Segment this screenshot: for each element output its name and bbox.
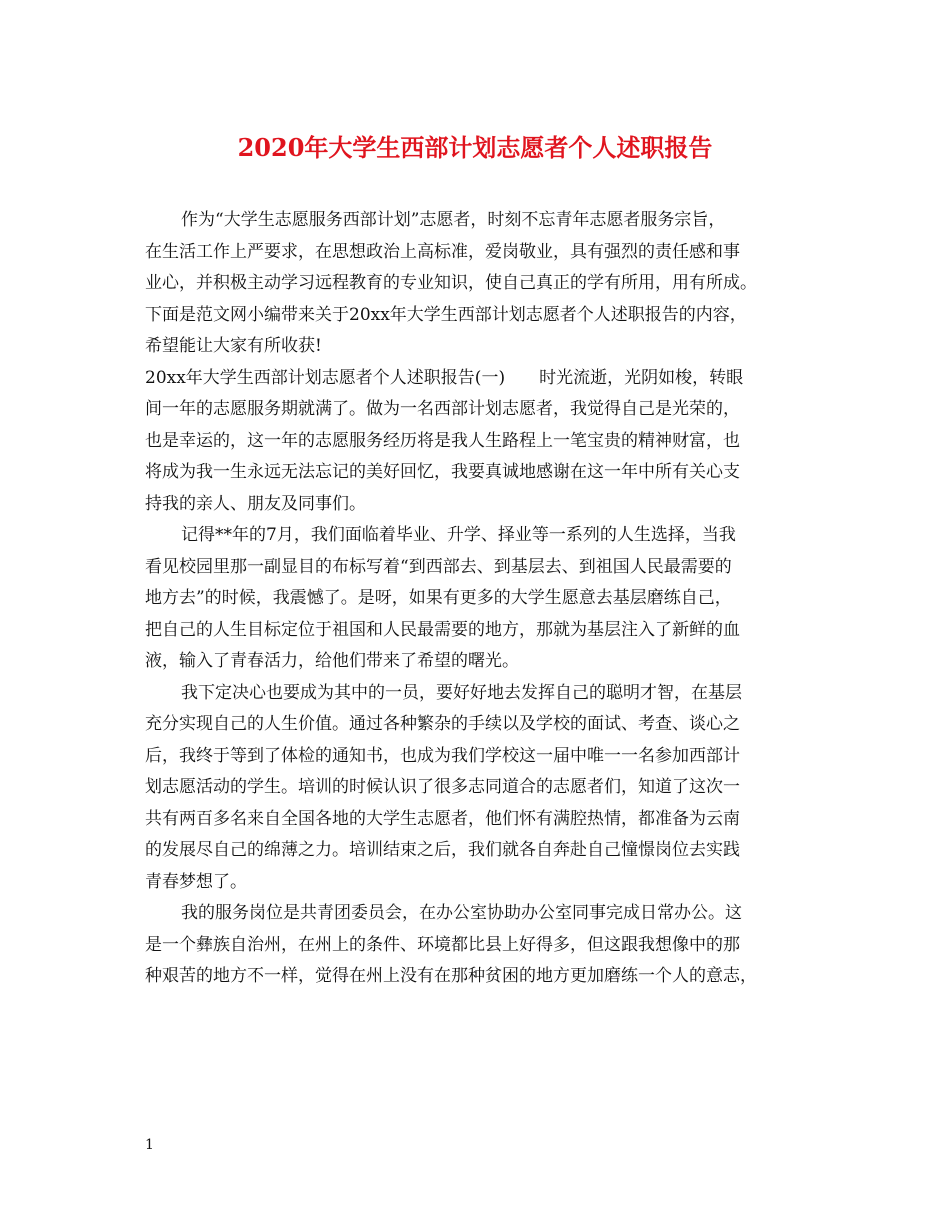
text-line: 划志愿活动的学生。培训的时候认识了很多志同道合的志愿者们，知道了这次一: [145, 777, 740, 797]
text-line: 我的服务岗位是共青团委员会，在办公室协助办公室同事完成日常办公。这: [181, 903, 742, 923]
text-line: 我下定决心也要成为其中的一员，要好好地去发挥自己的聪明才智，在基层: [181, 682, 742, 703]
text-line: 希望能让大家有所收获!: [145, 336, 322, 356]
text-line: 作为“大学生志愿服务西部计划”志愿者，时刻不忘青年志愿者服务宗旨，: [181, 210, 726, 230]
text-line: 间一年的志愿服务期就满了。做为一名西部计划志愿者，我觉得自己是光荣的，: [145, 399, 740, 419]
text-line: 液，输入了青春活力，给他们带来了希望的曙光。: [145, 651, 519, 671]
text-line: 后，我终于等到了体检的通知书，也成为我们学校这一届中唯一一名参加西部计: [145, 745, 740, 766]
page-title: 2020年大学生西部计划志愿者个人述职报告: [237, 133, 713, 162]
text-line: 是一个彝族自治州，在州上的条件、环境都比县上好得多，但这跟我想像中的那: [145, 934, 740, 955]
text-line: 把自己的人生目标定位于祖国和人民最需要的地方，那就为基层注入了新鲜的血: [145, 619, 740, 640]
text-line: 共有两百多名来自全国各地的大学生志愿者，他们怀有满腔热情，都准备为云南: [145, 808, 740, 829]
text-line: 也是幸运的，这一年的志愿服务经历将是我人生路程上一笔宝贵的精神财富，也: [145, 430, 740, 451]
text-line: 20xx年大学生西部计划志愿者个人述职报告(一) 时光流逝，光阴如梭，转眼: [145, 367, 744, 388]
text-line: 记得**年的7月，我们面临着毕业、升学、择业等一系列的人生选择，当我: [181, 525, 736, 545]
text-line: 地方去”的时候，我震憾了。是呀，如果有更多的大学生愿意去基层磨练自己，: [145, 588, 732, 608]
text-line: 将成为我一生永远无法忘记的美好回忆，我要真诚地感谢在这一年中所有关心支: [145, 462, 740, 482]
text-line: 种艰苦的地方不一样，觉得在州上没有在那种贫困的地方更加磨练一个人的意志，: [145, 966, 757, 986]
text-line: 充分实现自己的人生价值。通过各种繁杂的手续以及学校的面试、考查、谈心之: [145, 714, 740, 734]
text-line: 在生活工作上严要求，在思想政治上高标准，爱岗敬业，具有强烈的责任感和事: [145, 241, 740, 262]
text-line: 看见校园里那一副显目的布标写着“到西部去、到基层去、到祖国人民最需要的: [145, 556, 732, 577]
body-text: [145, 205, 845, 993]
text-line: 持我的亲人、朋友及同事们。: [145, 493, 366, 514]
text-line: 的发展尽自己的绵薄之力。培训结束之后，我们就各自奔赴自己憧憬岗位去实践: [145, 840, 740, 860]
text-line: 下面是范文网小编带来关于20xx年大学生西部计划志愿者个人述职报告的内容，: [145, 304, 747, 325]
text-line: 青春梦想了。: [145, 871, 247, 892]
page-number: 1: [145, 1137, 154, 1153]
text-line: 业心，并积极主动学习远程教育的专业知识，使自己真正的学有所用，用有所成。: [145, 273, 757, 293]
